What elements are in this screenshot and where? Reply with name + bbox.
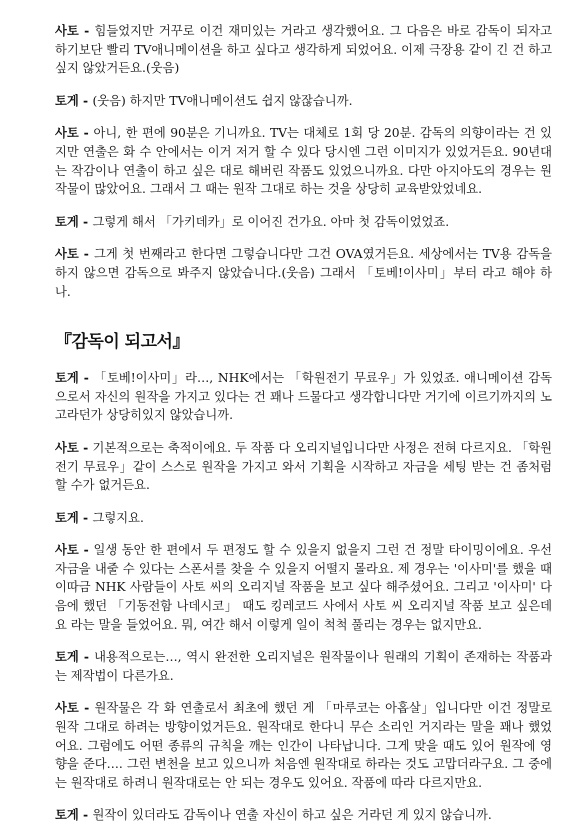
section-title: 『감독이 되고서』 (55, 332, 189, 353)
dialogue-paragraph (55, 648, 552, 685)
speaker-label: 사토 - (55, 543, 94, 558)
dialogue-paragraph (55, 806, 552, 825)
speaker-label: 토게 - (55, 808, 93, 823)
speaker-label: 사토 - (55, 126, 94, 141)
speaker-label: 사토 - (55, 701, 95, 716)
dialogue-paragraph (55, 699, 552, 792)
dialogue-paragraph (55, 541, 552, 634)
speaker-label: 토게 - (55, 371, 94, 386)
dialogue-text: 「토베!이사미」라…, NHK에서는 「학원전기 무료우」가 있었죠. 애니메이션 감독으로서 자신의 원작을 가지고 있다는 건 꽤나 드물다고 생각합니다만 거기에 이르기까지의 노고라던가 상당히있지 않았습니까. (55, 371, 552, 423)
dialogue-text: 기본적으로는 축적이에요. 두 작품 다 오리지널입니다만 사정은 전혀 다르지요. 「학원전기 무료우」같이 스스로 원작을 가지고 와서 기획을 시작하고 자금을 세팅 받는 건 좀처럼 할 수가 없거든요. (55, 440, 552, 493)
dialogue-text: 힘들었지만 거꾸로 이건 재미있는 거라고 생각했어요. 그 다음은 바로 감독이 되자고 하기보단 빨리 TV애니메이션을 하고 싶다고 생각하게 되었어요. 이제 극장용 같이 긴 건 하고 싶지 않았거든요.(웃음) (55, 24, 552, 76)
dialogue-paragraph (55, 124, 552, 198)
speaker-label: 토게 - (55, 650, 95, 665)
speaker-label: 사토 - (55, 440, 93, 455)
dialogue-paragraph (55, 509, 552, 528)
dialogue-text: (웃음) 하지만 TV애니메이션도 쉽지 않잖습니까. (92, 93, 353, 108)
speaker-label: 사토 - (55, 24, 95, 38)
speaker-label: 사토 - (55, 247, 94, 262)
dialogue-text: 원작물은 각 화 연출로서 최초에 했던 게 「마루코는 아홉살」입니다만 이건 정말로 원작 그대로 하려는 방향이었거든요. 원작대로 한다니 무슨 소리인 거지라는 말을 꽤나 했었어요. 그럼에도 어떤 종류의 규칙을 깨는 인간이 나타납니다. 그게 맞을 때도 있어 원작에 영향을 준다…. 그런 변천을 보고 있으니까 처음엔 원작대로 하라는 것도 고맙더라구요. 그 중에는 원작대로 하려니 원작대로는 안 되는 경우도 있어요. 작품에 따라 다르지만요. (55, 701, 552, 790)
speaker-label: 토게 - (55, 214, 93, 229)
speaker-label: 토게 - (55, 510, 93, 525)
dialogue-text: 내용적으로는…, 역시 완전한 오리지널은 원작물이나 원래의 기획이 존재하는 작품과는 제작법이 다른가요. (55, 650, 552, 683)
dialogue-paragraph (55, 22, 552, 78)
dialogue-text: 원작이 있더라도 감독이나 연출 자신이 하고 싶은 거라던 게 있지 않습니까. (92, 808, 492, 823)
dialogue-paragraph (55, 92, 552, 111)
dialogue-paragraph (55, 369, 552, 425)
dialogue-text: 일생 동안 한 편에서 두 편정도 할 수 있을지 없을지 그런 건 정말 타이밍이에요. 우선 자금을 내줄 수 있다는 스폰서를 찾을 수 있을지 어떨지 몰라요. 제 경우는 '이사미'를 했을 때 이따금 NHK 사람들이 사토 씨의 오리지널 작품을 보고 싶다 해주셨어요. 그리고 '이사미' 다음에 했던 「기동전함 나데시코」 때도 킹레코드 사에서 사토 씨 오리지널 작품 보고 싶은데요 라는 말을 들었어요. 뭐, 여간 해서 이렇게 일이 척척 풀리는 경우는 없지만요. (55, 543, 552, 632)
dialogue-text: 그렇게 해서 「가키데카」로 이어진 건가요. 아마 첫 감독이었었죠. (92, 214, 450, 229)
dialogue-paragraph (55, 439, 552, 495)
dialogue-paragraph (55, 245, 552, 301)
speaker-label: 토게 - (55, 93, 93, 108)
dialogue-paragraph (55, 213, 552, 232)
dialogue-text: 아니, 한 편에 90분은 기니까요. TV는 대체로 1회 당 20분. 감독의 의향이라는 건 있지만 연출은 화 수 안에서는 이거 저거 할 수 있다 당시엔 그런 이미지가 있었거든요. 90년대는 작감이나 연출이 하고 싶은 대로 해버린 작품도 있었으니까요. 다만 아지아도의 경우는 원작물이 많았어요. 그래서 그 때는 원작 그대로 하는 것을 상당히 교육받았었네요. (55, 126, 552, 197)
dialogue-text: 그게 첫 번째라고 한다면 그렇습니다만 그건 OVA였거든요. 세상에서는 TV용 감독을 하지 않으면 감독으로 봐주지 않았습니다.(웃음) 그래서 「토베!이사미」부터 라고 해야 하나. (55, 247, 552, 299)
dialogue-text: 그렇지요. (92, 510, 144, 525)
